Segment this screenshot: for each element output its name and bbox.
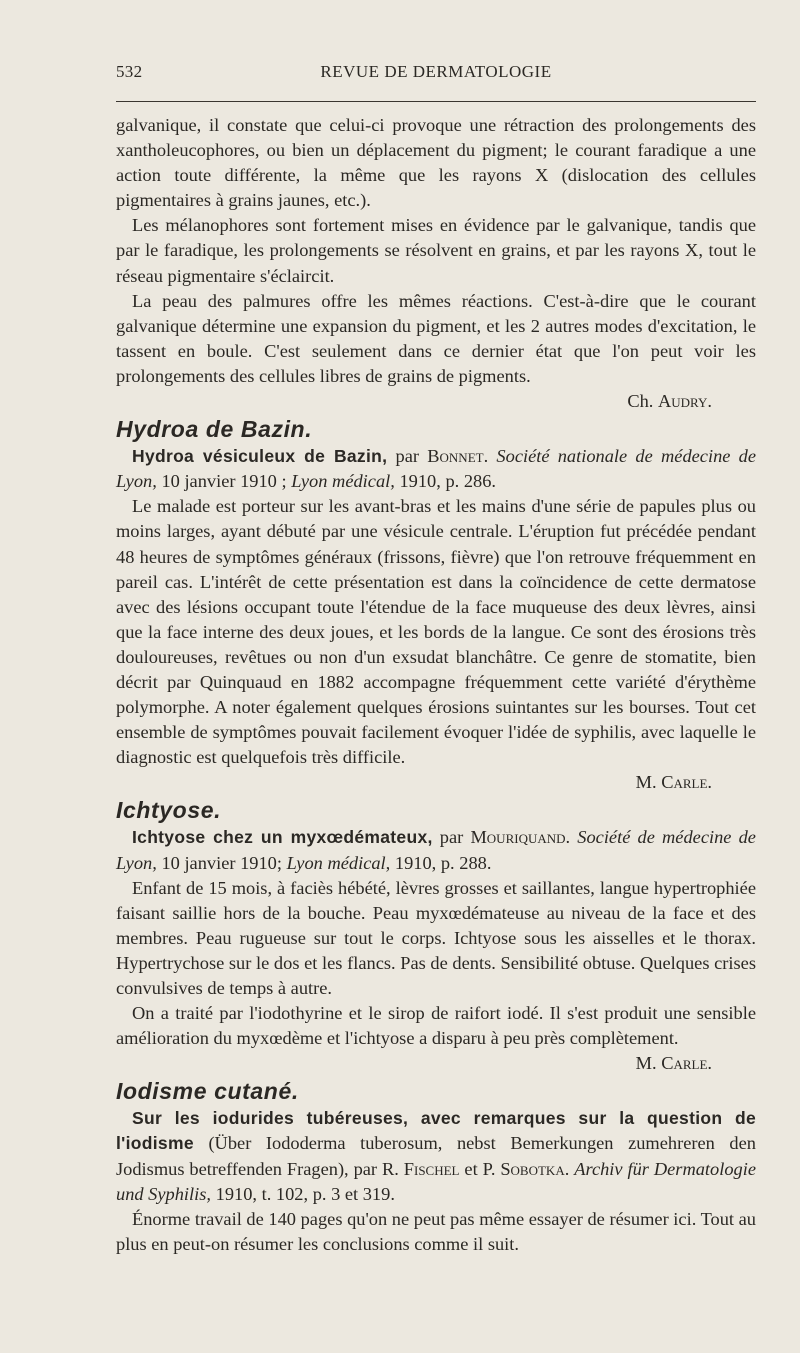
page-number: 532 — [116, 62, 143, 81]
header-rule — [116, 101, 756, 102]
section-heading-ichtyose: Ichtyose. — [116, 797, 222, 824]
citation: Sur les iodurides tubéreuses, avec remarques sur la question de l'iodisme (Über Iododerma tuberosum, nebst Bemerkungen zumehreren den Jodismus betreffenden Fragen), par R. Fischel et P. Sobotka. Archiv für Dermatologie und Syphilis, 1910, t. 102, p. 3 et 319. — [116, 1108, 757, 1204]
signature: Ch. Audry. — [627, 391, 712, 412]
paragraph: Le malade est porteur sur les avant-bras et les mains d'une série de papules plus ou moins larges, ayant débuté par une vésicule centrale. L'éruption fut précédée pendant 48 heures de symptômes généraux (frissons, fièvre) que l'on retrouve fréquemment en pareil cas. L'intérêt de cette présentation est dans la coïncidence de cette dermatose avec des lésions occupant toute l'étendue de la face muqueuse des deux lèvres, ainsi que la face interne des deux joues, et les bords de la langue. Ce sont des érosions très douloureuses, revêtues ou non d'un exsudat blanchâtre. Ce genre de stomatite, bien décrit par Quinquaud en 1882 accompagne fréquemment cette variété d'érythème polymorphe. A noter également quelques érosions suintantes sur les bourses. Tout cet ensemble de symptômes pouvait facilement évoquer l'idée de syphilis, avec laquelle le diagnostic est quelquefois très difficile. — [116, 496, 756, 768]
signature: M. Carle. — [635, 1053, 712, 1074]
paragraph: galvanique, il constate que celui-ci provoque une rétraction des prolongements des xantholeucophores, ou bien un déplacement du pigment; le courant faradique a une action toute différente, la même que les rayons X (dislocation des cellules pigmentaires à grains jaunes, etc.). — [116, 115, 756, 211]
page-header — [116, 62, 756, 88]
paragraph: Enfant de 15 mois, à faciès hébété, lèvres grosses et saillantes, langue hypertrophiée faisant saillie hors de la bouche. Peau myxœdémateuse au niveau de la face et des membres. Peau rugueuse sur tout le corps. Ichtyose sous les aisselles et le thorax. Hypertrychose sur le dos et les flancs. Pas de dents. Sensibilité obtuse. Quelques crises convulsives de temps à autre. — [116, 877, 756, 998]
paragraph: Énorme travail de 140 pages qu'on ne peut pas même essayer de résumer ici. Tout au plus en peut-on résumer les conclusions comme il suit. — [116, 1208, 756, 1254]
section-heading-iodisme: Iodisme cutané. — [116, 1078, 299, 1105]
signature: M. Carle. — [635, 772, 712, 793]
running-title: REVUE DE DERMATOLOGIE — [320, 62, 552, 81]
section-heading-hydroa: Hydroa de Bazin. — [116, 416, 313, 443]
citation: Hydroa vésiculeux de Bazin, par Bonnet. Société nationale de médecine de Lyon, 10 janvier 1910 ; Lyon médical, 1910, p. 286. — [116, 446, 757, 492]
paragraph: La peau des palmures offre les mêmes réactions. C'est-à-dire que le courant galvanique détermine une expansion du pigment, et les 2 autres modes d'excitation, le tassent en boule. C'est seulement dans ce dernier état que l'on peut voir les prolongements des cellules libres de grains de pigments. — [116, 290, 756, 386]
article-body — [116, 113, 756, 1257]
paragraph: On a traité par l'iodothyrine et le sirop de raifort iodé. Il s'est produit une sensible amélioration du myxœdème et l'ichtyose a disparu à peu près complètement. — [116, 1003, 756, 1049]
citation: Ichtyose chez un myxœdémateux, par Mouriquand. Société de médecine de Lyon, 10 janvier 1910; Lyon médical, 1910, p. 288. — [116, 827, 756, 873]
paragraph: Les mélanophores sont fortement mises en évidence par le galvanique, tandis que par le faradique, les prolongements se résolvent en grains, et par les rayons X, tout le réseau pigmentaire s'éclaircit. — [116, 215, 756, 286]
